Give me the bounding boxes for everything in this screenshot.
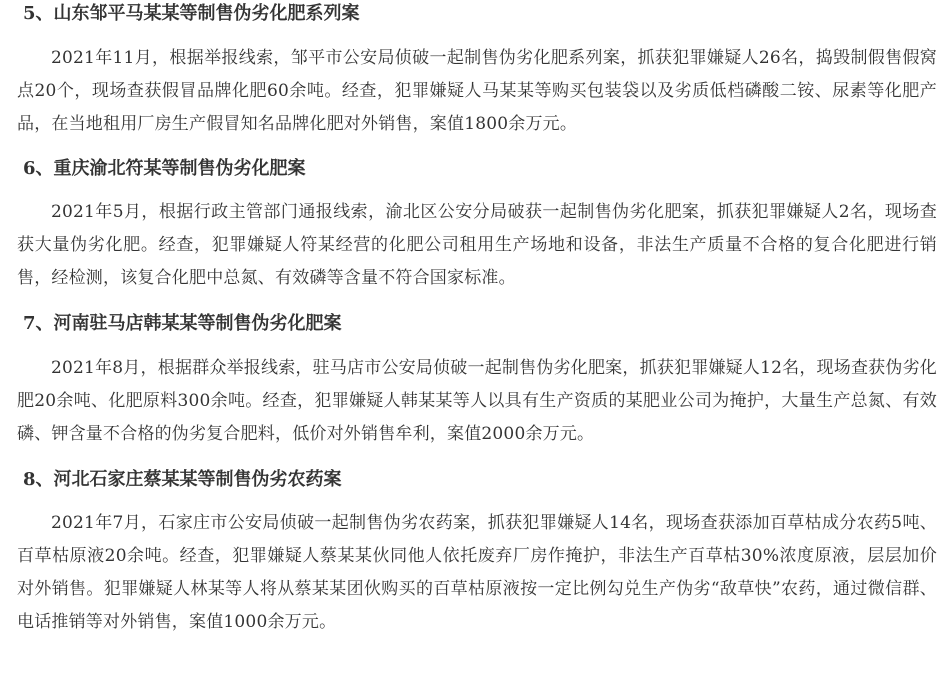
case-heading: 5、山东邹平马某某等制售伪劣化肥系列案 (23, 3, 360, 24)
case-paragraph: 2021年5月，根据行政主管部门通报线索，渝北区公安分局破获一起制售伪劣化肥案，抓获犯罪嫌疑人2名，现场查获大量伪劣化肥。经查，犯罪嫌疑人符某经营的化肥公司租用生产场地和设备，非法生产质量不合格的复合化肥进行销售，经检测，该复合化肥中总氮、有效磷等含量不符合国家标准。 (17, 202, 937, 288)
case-heading: 6、重庆渝北符某等制售伪劣化肥案 (23, 158, 306, 179)
case-heading: 8、河北石家庄蔡某某等制售伪劣农药案 (23, 469, 342, 490)
case-paragraph: 2021年8月，根据群众举报线索，驻马店市公安局侦破一起制售伪劣化肥案，抓获犯罪嫌疑人12名，现场查获伪劣化肥20余吨、化肥原料300余吨。经查，犯罪嫌疑人韩某某等人以具有生产资质的某肥业公司为掩护，大量生产总氮、有效磷、钾含量不合格的伪劣复合肥料，低价对外销售牟利，案值2000余万元。 (17, 358, 937, 444)
case-section (17, 466, 937, 639)
case-paragraph: 2021年7月，石家庄市公安局侦破一起制售伪劣农药案，抓获犯罪嫌疑人14名，现场查获添加百草枯成分农药5吨、百草枯原液20余吨。经查，犯罪嫌疑人蔡某某伙同他人依托废弃厂房作掩护，非法生产百草枯30%浓度原液，层层加价对外销售。犯罪嫌疑人林某等人将从蔡某某团伙购买的百草枯原液按一定比例勾兑生产伪劣“敌草快”农药，通过微信群、电话推销等对外销售，案值1000余万元。 (17, 513, 937, 632)
case-section (17, 310, 937, 451)
case-section (17, 0, 937, 141)
case-heading: 7、河南驻马店韩某某等制售伪劣化肥案 (23, 313, 342, 334)
case-section (17, 155, 937, 295)
case-paragraph: 2021年11月，根据举报线索，邹平市公安局侦破一起制售伪劣化肥系列案，抓获犯罪嫌疑人26名，捣毁制假售假窝点20个，现场查获假冒品牌化肥60余吨。经查，犯罪嫌疑人马某某等购买包装袋以及劣质低档磷酸二铵、尿素等化肥产品，在当地租用厂房生产假冒知名品牌化肥对外销售，案值1800余万元。 (17, 48, 937, 134)
